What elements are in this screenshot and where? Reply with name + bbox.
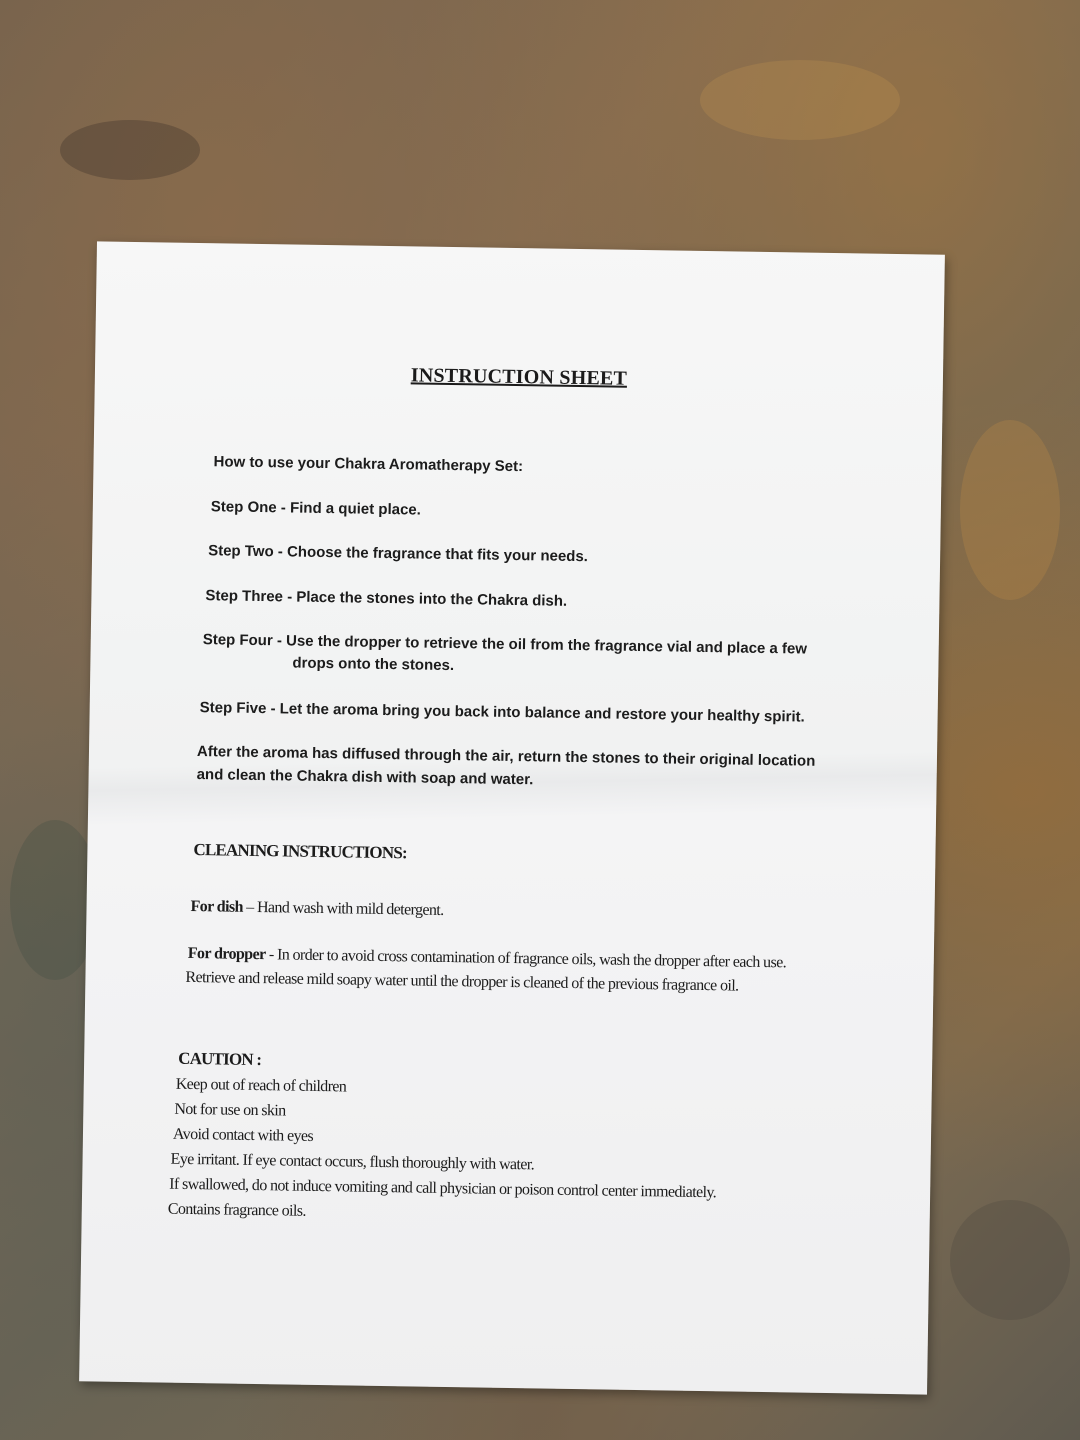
cleaning-heading: CLEANING INSTRUCTIONS: <box>193 840 407 863</box>
caution-line: Contains fragrance oils. <box>167 1200 306 1220</box>
cleaning-dropper-continued: Retrieve and release mild soapy water until the dropper is cleaned of the previous fragrance oil. <box>185 968 739 995</box>
step-label: Step Four <box>202 631 273 650</box>
stone-fleck <box>950 1200 1070 1320</box>
step-label: Step Five <box>199 699 267 718</box>
step-four-continued: drops onto the stones. <box>292 654 455 675</box>
dish-text: – Hand wash with mild detergent. <box>242 898 444 919</box>
caution-line: Avoid contact with eyes <box>172 1125 314 1145</box>
step-text: - Choose the fragrance that fits your needs. <box>273 543 589 566</box>
stone-fleck <box>960 420 1060 600</box>
intro-text: How to use your Chakra Aromatherapy Set: <box>213 453 524 476</box>
stone-fleck <box>700 60 900 140</box>
cleaning-dropper <box>188 945 787 972</box>
dish-label: For dish <box>190 897 243 916</box>
caution-heading: CAUTION : <box>178 1048 262 1070</box>
caution-line: Keep out of reach of children <box>175 1075 347 1096</box>
stone-fleck <box>60 120 200 180</box>
step-text: - Use the dropper to retrieve the oil from the fragrance vial and place a few <box>272 632 808 658</box>
caution-line: If swallowed, do not induce vomiting and call physician or poison control center immediately. <box>169 1175 717 1202</box>
step-label: Step One <box>210 498 277 517</box>
step-text: - Let the aroma bring you back into balance and restore your healthy spirit. <box>266 700 805 726</box>
dropper-text: - In order to avoid cross contamination of fragrance oils, wash the dropper after each use. <box>265 946 787 972</box>
step-three <box>205 587 567 610</box>
page-title: INSTRUCTION SHEET <box>410 364 628 390</box>
step-five <box>200 699 805 726</box>
caution-line: Not for use on skin <box>174 1100 286 1120</box>
step-two <box>208 542 588 565</box>
step-label: Step Two <box>208 542 274 561</box>
dropper-label: For dropper <box>187 944 266 964</box>
step-label: Step Three <box>205 587 284 606</box>
cleaning-dish <box>190 898 443 920</box>
after-text-line-2: and clean the Chakra dish with soap and water. <box>196 766 534 789</box>
caution-line: Eye irritant. If eye contact occurs, flush thoroughly with water. <box>170 1150 535 1174</box>
step-text: - Place the stones into the Chakra dish. <box>282 588 568 610</box>
after-text-line-1: After the aroma has diffused through the air, return the stones to their original location <box>196 743 816 770</box>
step-text: - Find a quiet place. <box>276 499 422 519</box>
instruction-sheet-paper <box>79 241 945 1394</box>
step-one <box>211 498 421 518</box>
